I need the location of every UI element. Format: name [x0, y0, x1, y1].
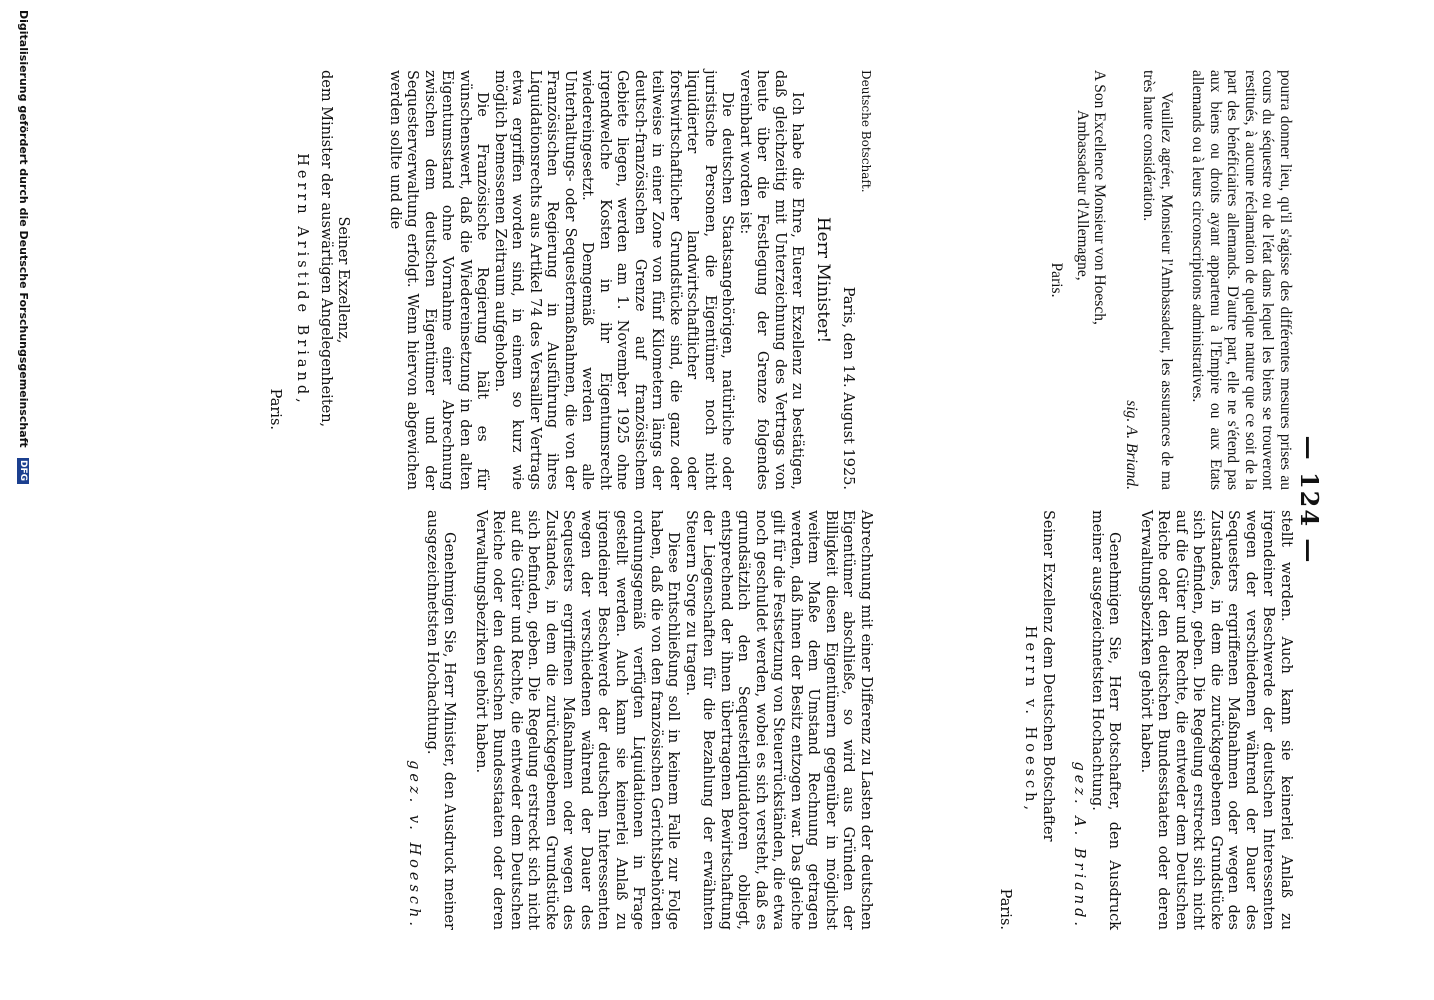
embassy-paragraph-3: Die Französische Regierung hält es für wünschenswert, daß die Wiedereinsetzung in den alten Eigentumsstand ohne Vornahme einer Abrechnung zwischen dem deutschen Eigentümer und der Sequesterverwaltung erfolgt. Wenn hiervon abgewichen werden sollte und die: [387, 70, 491, 490]
french-address-line-3: Paris.: [1048, 262, 1066, 298]
german-paragraph-2: Genehmigen Sie, Herr Botschafter, den Ausdruck meiner ausgezeichnetsten Hochachtung.: [1089, 510, 1123, 930]
french-address-line-1: A Son Excellence Monsieur von Hoesch,: [1091, 70, 1109, 325]
german-address-line-2: Herrn v. Hoesch,: [1022, 625, 1039, 815]
continuation-paragraph-2: Diese Entschließung soll in keinem Falle zur Folge haben, daß die von den französischen Gerichtsbehörden ordnungsgemäß verfügten Liquidationen in Frage gestellt werden. Auch kann sie keinerlei Anlaß zu irgendeiner Beschwerde der deutschen Interessenten wegen der verschiedenen während der Dauer des Sequesters ergriffenen Maßnahmen oder wegen des Zustandes, in dem die zurückgegebenen Grundstücke sich befinden, geben. Die Regelung erstreckt sich nicht auf die Güter und Rechte, die entweder dem Deutschen Reiche oder den deutschen Bundesstaaten oder deren Verwaltungsbezirken gehört haben.: [473, 510, 682, 930]
french-signature: sig. A. Briand.: [1123, 400, 1140, 490]
continuation-signature: gez. v. Hoesch.: [406, 760, 423, 930]
embassy-place-date: Paris, den 14. August 1925.: [840, 286, 857, 490]
embassy-salutation: Herr Minister!: [813, 216, 833, 344]
german-translation-column: [996, 510, 1295, 930]
digitization-note: [17, 10, 30, 990]
embassy-paragraph-1: Ich habe die Ehre, Euerer Exzellenz zu bestätigen, daß gleichzeitig mit Unterzeichnung des Vertrags von heute über die Festlegung der Grenze folgendes vereinbart worden ist:: [737, 70, 806, 490]
page-number: — 124 —: [1295, 435, 1324, 565]
embassy-paragraph-2: Die deutschen Staatsangehörigen, natürliche oder juristische Personen, die Eigentümer noch nicht liquidierter landwirtschaftlicher oder forstwirtschaftlicher Grundstücke sind, die ganz oder teilweise in einer Zone von fünf Kilometern längs der deutsch-französischen Grenze auf französischem Gebiete liegen, werden am 1. November 1925 ohne irgendwelche Kosten in ihr Eigentumsrecht wiedereingesetzt. Demgemäß werden alle Unterhaltungs- oder Sequestermaßnahmen, die von der Französischen Regierung in Ausführung ihres Liquidationsrechts aus Artikel 74 des Versailler Vertrags etwa ergriffen worden sind, in einem so kurz wie möglich bemessenen Zeitraum aufgehoben.: [492, 70, 736, 490]
french-letter-column: [1048, 70, 1294, 490]
french-address-line-2: Ambassadeur d'Allemagne,: [1074, 110, 1091, 281]
german-address-line-1: Seiner Exzellenz dem Deutschen Botschafter: [1040, 510, 1056, 842]
embassy-address-line-2: dem Minister der auswärtigen Angelegenheiten,: [318, 70, 334, 428]
german-signature: gez. A. Briand.: [1071, 761, 1088, 930]
embassy-address-line-1: Seiner Exzellenz,: [335, 216, 352, 344]
embassy-sender: Deutsche Botschaft.: [859, 70, 873, 193]
embassy-letter-continuation-column: [405, 510, 874, 930]
continuation-paragraph-1: Abrechnung mit einer Differenz zu Lasten der deutschen Eigentümer abschließe, so wird aus Gründen der Billigkeit diesen Eigentümern gegenüber in möglichst weitem Maße dem Umstand Rechnung getragen werden, daß ihnen der Besitz entzogen war. Das gleiche gilt für die Festsetzung von Steuerrückständen, die etwa noch geschuldet werden, wobei es sich versteht, daß es grundsätzlich den Sequesterliquidatoren obliegt, entsprechend der ihnen übertragenen Bewirtschaftung der Liegenschaften für die Bezahlung der erwähnten Steuern Sorge zu tragen.: [683, 510, 874, 930]
dfg-logo: DFG: [17, 458, 29, 484]
embassy-address-line-3: Herrn Aristide Briand,: [294, 153, 311, 407]
embassy-letter-column: [266, 70, 875, 490]
french-paragraph-2: Veuillez agréer, Monsieur l'Ambassadeur, les assurances de ma très haute considération.: [1140, 70, 1175, 490]
german-paragraph-1: stellt werden. Auch kann sie keinerlei Anlaß zu irgendeiner Beschwerde der deutschen Interessenten wegen der verschiedenen während der Dauer des Sequesters ergriffenen Maßnahmen oder wegen des Zustandes, in dem die zurückgegebenen Grundstücke sich befinden, geben. Die Regelung erstreckt sich nicht auf die Güter und Rechte, die entweder dem Deutschen Reiche oder den deutschen Bundesstaaten oder deren Verwaltungsbezirken gehört haben.: [1138, 510, 1294, 930]
french-paragraph-1: pourra donner lieu, qu'il s'agisse des différentes mesures prises au cours du séquestre ou de l'état dans lequel les biens se trouveront restitués, à aucune réclamation de quelque nature que ce soit de la part des bénéficiaires allemands. D'autre part, elle ne s'étend pas aux biens ou droits ayant appartenu à l'Empire ou aux Etats allemands ou à leurs circonscriptions administratives.: [1189, 70, 1294, 490]
continuation-paragraph-3: Genehmigen Sie, Herr Minister, den Ausdruck meiner ausgezeichnetsten Hochachtung.: [424, 510, 458, 930]
embassy-address-line-4: Paris.: [267, 388, 283, 430]
german-address-line-3: Paris.: [997, 888, 1013, 930]
digitization-note-text: Digitalisierung gefördert durch die Deutsche Forschungsgemeinschaft: [17, 10, 30, 448]
